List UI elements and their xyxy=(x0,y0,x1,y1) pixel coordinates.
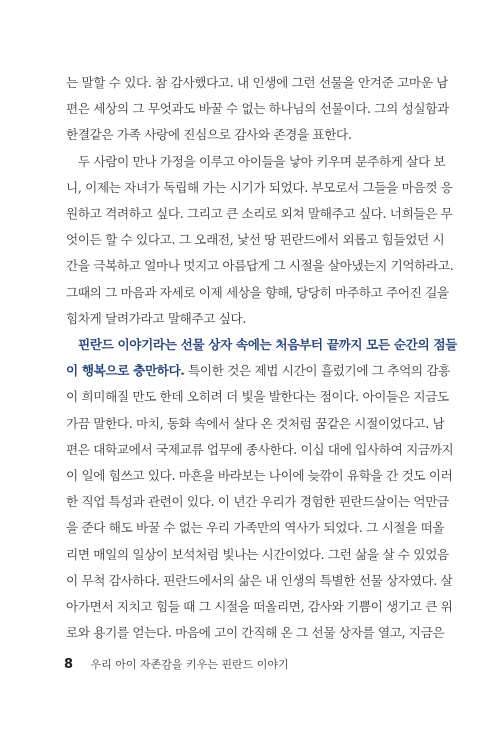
text-line: 원하고 격려하고 싶다. 그리고 큰 소리로 외쳐 말해주고 싶다. 너희들은 무 xyxy=(66,206,453,222)
page-number: 8 xyxy=(64,657,74,672)
emphasized-line: 핀란드 이야기라는 선물 상자 속에는 처음부터 끝까지 모든 순간의 점들 xyxy=(78,337,457,353)
text-line: 을 준다 해도 바꿀 수 없는 우리 가족만의 역사가 되었다. 그 시절을 떠올 xyxy=(66,520,445,536)
paragraph-2 xyxy=(66,149,454,332)
text-line: 이 희미해질 만도 한데 오히려 더 빛을 발한다는 점이다. 아이들은 지금도 xyxy=(66,389,449,405)
text-line: 간을 극복하고 얼마나 멋지고 아름답게 그 시절을 살아냈는지 기억하라고. xyxy=(66,258,454,274)
text-fragment: 특이한 것은 제법 시간이 흘렀기에 그 추억의 감흥 xyxy=(184,363,450,379)
text-line: 리면 매일의 일상이 보석처럼 빛나는 시간이었다. 그런 삶을 살 수 있었음 xyxy=(66,546,449,562)
text-line: 한결같은 가족 사랑에 진심으로 감사와 존경을 표한다. xyxy=(66,127,352,143)
text-line: 이 일에 힘쓰고 있다. 마흔을 바라보는 나이에 늦깎이 유학을 간 것도 이러 xyxy=(66,468,453,484)
text-line: 두 사람이 만나 가정을 이루고 아이들을 낳아 키우며 분주하게 살다 보 xyxy=(78,153,446,169)
text-line: 힘차게 달려가라고 말해주고 싶다. xyxy=(66,310,247,326)
text-line: 이 무척 감사하다. 핀란드에서의 삶은 내 인생의 특별한 선물 상자였다. 살 xyxy=(66,572,453,588)
text-line: 로와 용기를 얻는다. 마음에 고이 간직해 온 그 선물 상자를 열고, 지금은 xyxy=(66,625,445,641)
page-footer xyxy=(64,656,289,672)
text-line: 니, 이제는 자녀가 독립해 가는 시기가 되었다. 부모로서 그들을 마음껏 응 xyxy=(66,179,453,195)
text-line: 그때의 그 마음과 자세로 이제 세상을 향해, 당당히 마주하고 주어진 길을 xyxy=(66,284,449,300)
text-line: 한 직업 특성과 관련이 있다. 이 년간 우리가 경험한 핀란드살이는 억만금 xyxy=(66,494,449,510)
paragraph-1 xyxy=(66,70,449,149)
text-line: 편은 대학교에서 국제교류 업무에 종사한다. 이십 대에 입사하여 지금까지 xyxy=(66,441,454,457)
text-line: 아가면서 지치고 힘들 때 그 시절을 떠올리면, 감사와 기쁨이 생기고 큰 위 xyxy=(66,599,453,615)
text-line: 엇이든 할 수 있다고. 그 오래전, 낯선 땅 핀란드에서 외롭고 힘들었던 시 xyxy=(66,232,445,248)
running-title: 우리 아이 자존감을 키우는 핀란드 이야기 xyxy=(90,658,289,671)
paragraph-3 xyxy=(66,332,457,646)
text-line xyxy=(66,358,450,384)
text-line: 편은 세상의 그 무엇과도 바꿀 수 없는 하나님의 선물이다. 그의 성실함과 xyxy=(66,101,449,117)
text-line: 가끔 말한다. 마치, 동화 속에서 살다 온 것처럼 꿈같은 시절이었다고. 남 xyxy=(66,415,445,431)
body-text xyxy=(66,70,457,646)
text-line: 는 말할 수 있다. 참 감사했다고. 내 인생에 그런 선물을 안겨준 고마운 남 xyxy=(66,75,448,90)
emphasized-phrase: 이 행복으로 충만하다. xyxy=(66,363,185,379)
